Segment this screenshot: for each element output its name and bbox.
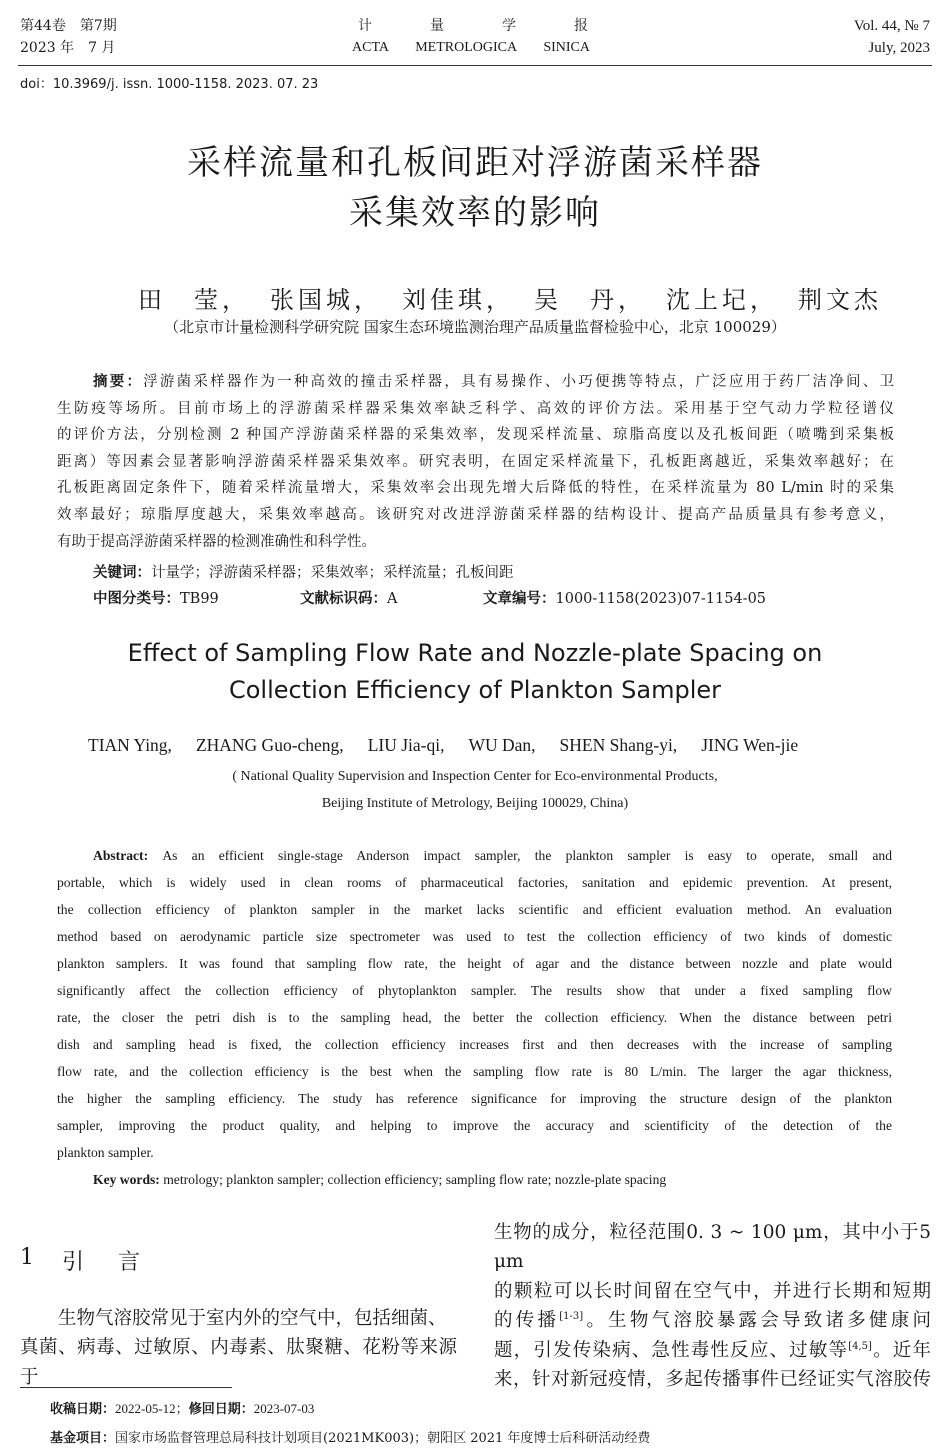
body-line: 生物的成分，粒径范围0. 3 ~ 100 μm，其中小于5 μm (494, 1222, 931, 1273)
date-en: July, 2023 (868, 40, 930, 56)
section-heading (20, 1245, 146, 1276)
abstract-cn-line: 效率最好；琼脂厚度越大，采集效率越高。该研究对改进浮游菌采样器的结构设计、提高产品质量具有参考意义， (57, 506, 894, 523)
header-left (20, 15, 117, 59)
keywords-cn (93, 560, 514, 587)
abstract-cn-line: 生防疫等场所。目前市场上的浮游菌采样器采集效率缺乏科学、高效的评价方法。采用基于空气动力学粒径谱仪 (57, 400, 894, 417)
body-line: 来，针对新冠疫情，多起传播事件已经证实气溶胶传 (494, 1369, 931, 1391)
title-cn-line1: 采样流量和孔板间距对浮游菌采样器 (187, 143, 763, 183)
doc-code-label: 文献标识码： (300, 591, 387, 607)
revised-label: 修回日期： (188, 1402, 254, 1417)
author-cn: 张国城， (270, 286, 382, 314)
citation: [1-3] (559, 1311, 584, 1323)
date-cn: 2023 年 7 月 (20, 40, 116, 56)
body-text-run: 。生物气溶胶暴露会导致诸多健康问 (583, 1310, 931, 1332)
fund-label: 基金项目： (50, 1431, 116, 1446)
abstract-cn-line: 距离）等因素会显著影响浮游菌采样器采集效率。研究表明，在固定采样流量下，孔板距离越近，采集效率越好；在 (57, 453, 894, 470)
abstract-en-line: plankton sampler. (57, 1145, 154, 1160)
authors-en (88, 735, 798, 756)
abstract-cn-line: 的评价方法，分别检测 2 种国产浮游菌采样器的采集效率，发现采样流量、琼脂高度以及孔板间距（喷嘴到采集板 (57, 427, 894, 444)
author-cn: 沈上圮， (666, 286, 778, 314)
abstract-en (57, 842, 892, 1166)
body-text-run: 题，引发传染病、急性毒性反应、过敏等 (494, 1339, 849, 1361)
title-en-line2: Collection Efficiency of Plankton Sampler (228, 676, 722, 704)
section1-left-text (20, 1304, 457, 1392)
abstract-cn-line: 有助于提高浮游菌采样器的检测准确性和科学性。 (57, 533, 376, 550)
header-right (854, 15, 930, 59)
body-line: 真菌、病毒、过敏原、内毒素、肽聚糖、花粉等来源于 (20, 1337, 457, 1388)
clc-code: TB99 (180, 591, 219, 607)
abstract-en-label: Abstract: (93, 848, 149, 863)
abstract-cn (57, 369, 894, 555)
body-text-run: 。近年 (871, 1339, 931, 1361)
journal-title-cn (352, 15, 590, 37)
abstract-en-line: flow rate, and the collection efficiency is the best when the sampling flow rate is 80 L/min. The larger the agar thickness, (57, 1064, 892, 1079)
clc-label: 中图分类号： (93, 591, 180, 607)
author-en: TIAN Ying, (88, 735, 172, 755)
author-en: WU Dan, (468, 735, 536, 755)
revised-date: 2023-07-03 (253, 1401, 315, 1416)
author-en: SHEN Shang-yi, (559, 735, 678, 755)
page-title-cn (0, 138, 950, 238)
body-line: 的颗粒可以长时间留在空气中，并进行长期和短期 (494, 1280, 931, 1302)
abstract-en-line: As an efficient single-stage Anderson impact sampler, the plankton sampler is easy to operate, small and (162, 848, 892, 863)
affiliation-en-line1: ( National Quality Supervision and Inspection Center for Eco-environmental Products, (232, 769, 718, 784)
footnote-dates (50, 1394, 650, 1424)
abstract-en-line: significantly affect the collection efficiency of phytoplankton sampler. The results show that under a fixed sampling flow (57, 983, 892, 998)
author-en: LIU Jia-qi, (367, 735, 445, 755)
article-number-label: 文章编号： (483, 591, 556, 607)
abstract-en-line: rate, the closer the petri dish is to the sampling head, the better the collection efficiency. When the distance between petri (57, 1010, 892, 1025)
body-line (494, 1336, 931, 1365)
body-line (494, 1306, 931, 1335)
author-cn: 吴 丹， (534, 286, 646, 314)
section1-right-text (494, 1218, 931, 1394)
keywords-en-label: Key words: (93, 1172, 160, 1187)
header-rule (18, 65, 932, 66)
journal-word: METROLOGICA (415, 40, 518, 55)
author-en: JING Wen-jie (701, 735, 799, 755)
title-cn-line2: 采集效率的影响 (349, 193, 601, 233)
body-text-run: 的传播 (494, 1310, 560, 1332)
abstract-en-line: sampler, improving the product quality, and helping to improve the accuracy and scientificity of the detection of the (57, 1118, 892, 1133)
journal-word: ACTA (352, 40, 389, 55)
authors-cn (138, 280, 882, 315)
keywords-en (93, 1166, 666, 1193)
section-title: 引 言 (62, 1250, 147, 1275)
author-cn: 刘佳琪， (402, 286, 514, 314)
article-number: 1000-1158(2023)07-1154-05 (555, 591, 767, 607)
author-en: ZHANG Guo-cheng, (195, 735, 344, 755)
keywords-cn-text: 计量学；浮游菌采样器；采集效率；采样流量；孔板间距 (151, 565, 514, 581)
abstract-en-line: plankton samplers. It was found that sampling flow rate, the height of agar and the distance between nozzle and plate would (57, 956, 892, 971)
abstract-en-line: dish and sampling head is fixed, the collection efficiency increases first and then decreases with the increase of sampling (57, 1037, 892, 1052)
fund-text: 国家市场监督管理总局科技计划项目(2021MK003)；朝阳区 2021 年度博士后科研活动经费 (115, 1431, 651, 1446)
author-cn: 田 莹， (138, 286, 250, 314)
abstract-cn-line: 孔板距离固定条件下，随着采样流量增大，采集效率会出现先增大后降低的特性，在采样流量为 80 L/min 时的采集 (57, 480, 894, 497)
footnotes (50, 1394, 650, 1453)
journal-char: 量 (430, 18, 444, 34)
section-number: 1 (20, 1245, 34, 1270)
abstract-en-line: method based on aerodynamic particle size spectrometer was used to test the collection efficiency of two kinds of domestic (57, 929, 892, 944)
issue: 第7期 (79, 18, 117, 34)
received-date: 2022-05-12； (115, 1401, 189, 1416)
affiliation-cn: （北京市计量检测科学研究院 国家生态环境监测治理产品质量监督检验中心，北京 100029） (164, 318, 786, 336)
volume-en: Vol. 44, № 7 (853, 18, 930, 34)
journal-word: SINICA (543, 40, 590, 55)
page-title-en (0, 635, 950, 709)
received-label: 收稿日期： (50, 1402, 116, 1417)
affiliation-en-line2: Beijing Institute of Metrology, Beijing 100029, China) (321, 796, 629, 811)
abstract-en-line: portable, which is widely used in clean rooms of pharmaceutical factories, sanitation and epidemic prevention. At present, (57, 875, 892, 890)
footnote-rule (20, 1387, 232, 1388)
abstract-en-line: the collection efficiency of plankton sampler in the market lacks scientific and efficient evaluation method. An evaluation (57, 902, 892, 917)
journal-char: 计 (358, 18, 372, 34)
journal-char: 学 (502, 18, 516, 34)
affiliation-en (0, 763, 950, 817)
abstract-cn-line: 浮游菌采样器作为一种高效的撞击采样器，具有易操作、小巧便携等特点，广泛应用于药厂洁净间、卫 (143, 374, 894, 390)
body-line: 生物气溶胶常见于室内外的空气中，包括细菌、 (58, 1308, 447, 1329)
author-cn: 荆文杰 (798, 286, 882, 314)
abstract-cn-label: 摘要： (93, 374, 144, 390)
keywords-en-text: metrology; plankton sampler; collection efficiency; sampling flow rate; nozzle-plate spacing (163, 1172, 667, 1187)
header-center (352, 15, 590, 59)
journal-title-en (352, 37, 590, 59)
footnote-fund (50, 1424, 650, 1453)
volume: 第44卷 (20, 18, 66, 34)
abstract-en-line: the higher the sampling efficiency. The study has reference significance for improving the structure design of the plankton (57, 1091, 892, 1106)
journal-char: 报 (574, 18, 588, 34)
doi: doi：10.3969/j. issn. 1000-1158. 2023. 07. 23 (20, 77, 319, 92)
doc-code: A (387, 591, 398, 607)
keywords-cn-label: 关键词： (93, 565, 151, 581)
title-en-line1: Effect of Sampling Flow Rate and Nozzle-plate Spacing on (127, 639, 823, 667)
citation: [4,5] (848, 1340, 872, 1352)
